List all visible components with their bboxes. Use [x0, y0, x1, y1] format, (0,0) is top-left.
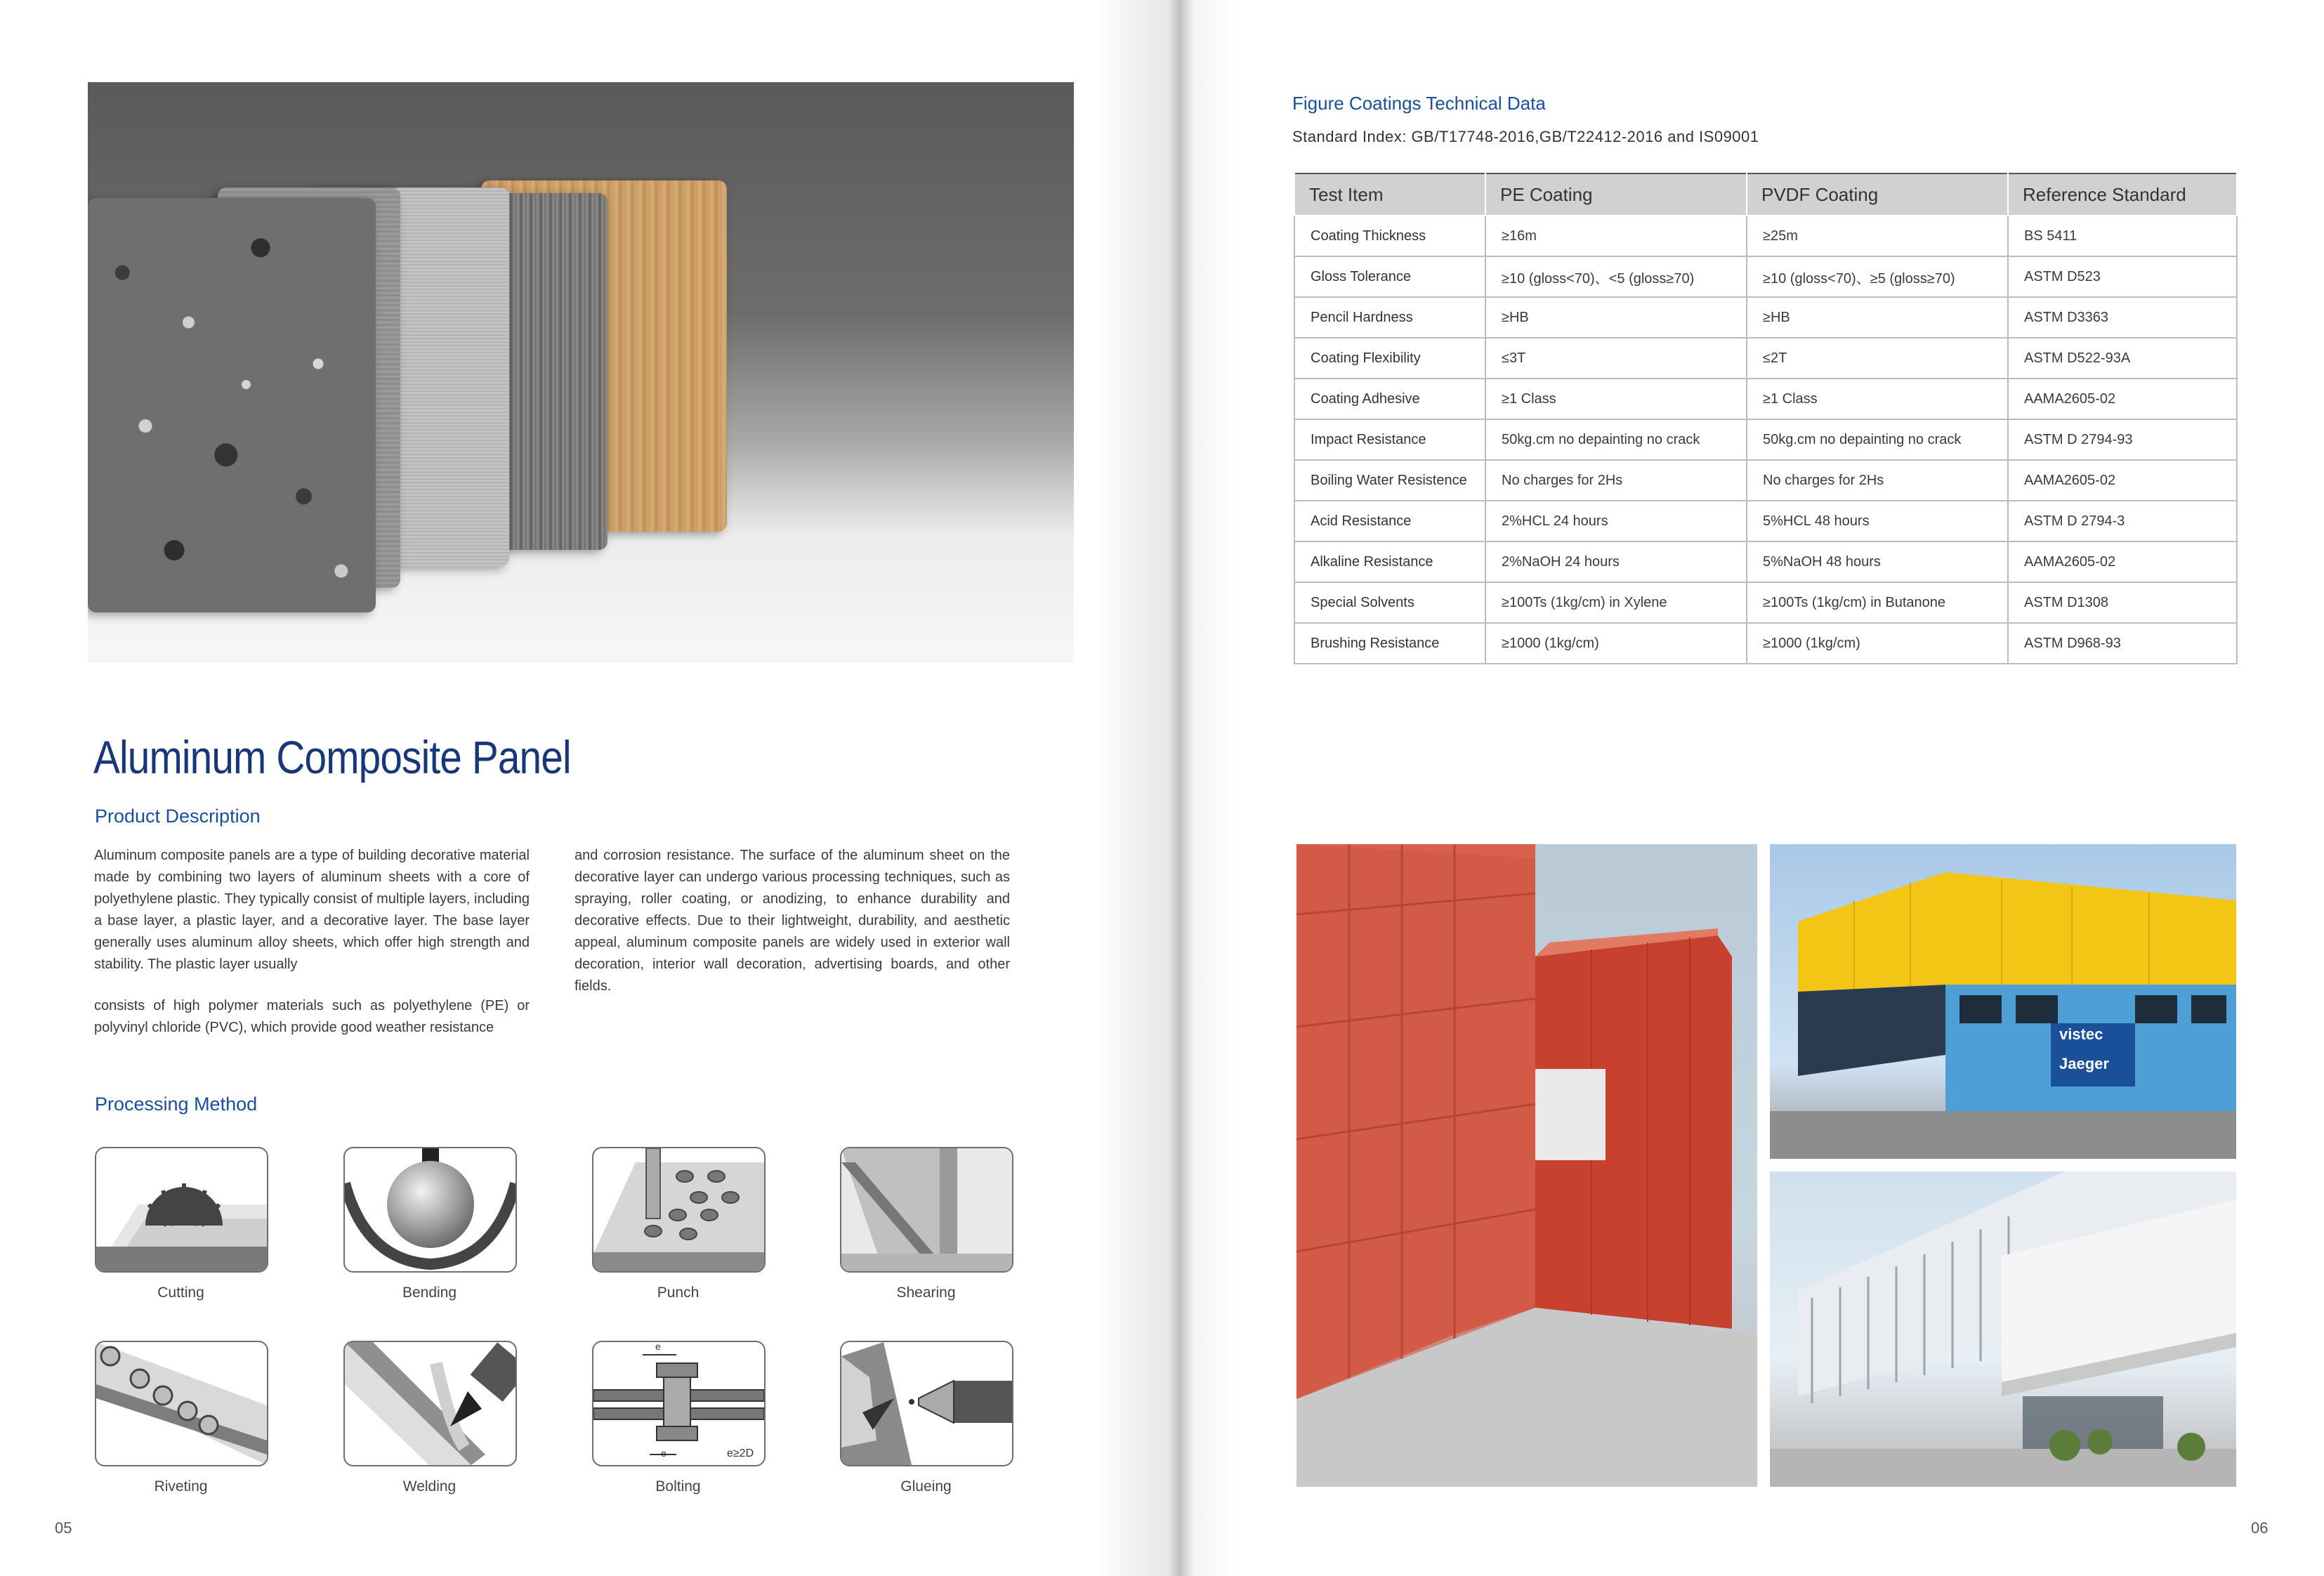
welding-label: Welding — [402, 1478, 457, 1495]
glueing-label: Glueing — [900, 1478, 952, 1495]
table-row — [1294, 419, 2237, 460]
cell-pe-coating: 2%NaOH 24 hours — [1485, 541, 1747, 582]
cell-test-item: Alkaline Resistance — [1294, 541, 1485, 582]
cell-pvdf-coating: 5%HCL 48 hours — [1747, 501, 2008, 541]
cell-pvdf-coating: No charges for 2Hs — [1747, 460, 2008, 501]
cell-pvdf-coating: 5%NaOH 48 hours — [1747, 541, 2008, 582]
glueing-icon — [840, 1341, 1013, 1466]
cell-pvdf-coating: 50kg.cm no depainting no crack — [1747, 419, 2008, 460]
cell-pe-coating: 50kg.cm no depainting no crack — [1485, 419, 1747, 460]
cell-pe-coating: ≥16m — [1485, 216, 1747, 256]
shearing-icon — [840, 1147, 1013, 1273]
cell-reference-standard: BS 5411 — [2008, 216, 2237, 256]
cell-pe-coating: ≥1000 (1kg/cm) — [1485, 623, 1747, 664]
process-welding — [343, 1341, 516, 1495]
punch-label: Punch — [657, 1285, 700, 1301]
page-number-left: 05 — [55, 1519, 72, 1537]
cell-test-item: Special Solvents — [1294, 582, 1485, 623]
process-riveting — [95, 1341, 267, 1495]
cell-test-item: Coating Thickness — [1294, 216, 1485, 256]
coatings-table — [1294, 173, 2238, 664]
table-row — [1294, 379, 2237, 419]
table-body — [1294, 216, 2237, 664]
description-col1-p1: Aluminum composite panels are a type of building decorative material made by combining two layers of aluminum sheets with a core of polyethylene plastic. They typically consist of multiple layers, including a base layer, a plastic layer, and a decorative layer. The base layer generally uses aluminum alloy sheets, which offer high strength and stability. The plastic layer usually — [94, 848, 530, 972]
page-number-right: 06 — [2251, 1519, 2269, 1537]
process-bending — [343, 1147, 516, 1301]
cell-pvdf-coating: ≥1000 (1kg/cm) — [1747, 623, 2008, 664]
header-pvdf-coating: PVDF Coating — [1747, 173, 2008, 216]
cell-reference-standard: AAMA2605-02 — [2008, 460, 2237, 501]
header-pe-coating: PE Coating — [1485, 173, 1747, 216]
cutting-label: Cutting — [157, 1285, 204, 1301]
cell-reference-standard: ASTM D968-93 — [2008, 623, 2237, 664]
figure-title: Figure Coatings Technical Data — [1292, 93, 1546, 114]
cell-reference-standard: ASTM D522-93A — [2008, 338, 2237, 379]
product-description-heading: Product Description — [95, 806, 261, 827]
process-cutting — [95, 1147, 267, 1301]
punch-icon — [592, 1147, 766, 1273]
cell-pe-coating: ≥HB — [1485, 297, 1747, 338]
table-row — [1294, 582, 2237, 623]
cell-test-item: Coating Flexibility — [1294, 338, 1485, 379]
bolting-label: Bolting — [655, 1478, 701, 1495]
cell-reference-standard: ASTM D3363 — [2008, 297, 2237, 338]
description-col1-p2: consists of high polymer materials such as polyethylene (PE) or polyvinyl chloride (PVC), which provide good weather resistance — [94, 998, 530, 1035]
header-test-item: Test Item — [1294, 173, 1485, 216]
cell-pvdf-coating: ≤2T — [1747, 338, 2008, 379]
standard-index: Standard Index: GB/T17748-2016,GB/T22412-2016 and IS09001 — [1292, 128, 1759, 145]
cell-reference-standard: AAMA2605-02 — [2008, 379, 2237, 419]
table-row — [1294, 297, 2237, 338]
hero-panels-photo — [88, 82, 1074, 663]
table-row — [1294, 216, 2237, 256]
cell-test-item: Coating Adhesive — [1294, 379, 1485, 419]
cell-pe-coating: ≤3T — [1485, 338, 1747, 379]
yellow-blue-building-photo — [1770, 844, 2236, 1159]
table-header-row — [1294, 173, 2237, 216]
white-building-photo — [1770, 1171, 2236, 1487]
riveting-icon — [95, 1341, 268, 1466]
cell-reference-standard: ASTM D1308 — [2008, 582, 2237, 623]
cell-pe-coating: ≥10 (gloss<70)、<5 (gloss≥70) — [1485, 256, 1747, 297]
signage-bottom: Jaeger — [2059, 1055, 2109, 1072]
cell-test-item: Brushing Resistance — [1294, 623, 1485, 664]
cutting-icon — [95, 1147, 268, 1273]
table-row — [1294, 460, 2237, 501]
cell-reference-standard: ASTM D 2794-3 — [2008, 501, 2237, 541]
cell-reference-standard: AAMA2605-02 — [2008, 541, 2237, 582]
process-bolting — [592, 1341, 764, 1495]
table-row — [1294, 338, 2237, 379]
table-row — [1294, 501, 2237, 541]
red-facade-photo — [1296, 844, 1757, 1487]
cell-test-item: Boiling Water Resistence — [1294, 460, 1485, 501]
signage-top: vistec — [2059, 1025, 2103, 1043]
welding-icon — [343, 1341, 517, 1466]
cell-test-item: Gloss Tolerance — [1294, 256, 1485, 297]
process-glueing — [840, 1341, 1012, 1495]
cell-pe-coating: 2%HCL 24 hours — [1485, 501, 1747, 541]
description-col2-p1: and corrosion resistance. The surface of the aluminum sheet on the decorative layer can undergo various processing techniques, such as spraying, roller coating, or anodizing, to enhance durability and decorative effects. Due to their lightweight, durability, and aesthetic appeal, aluminum composite panels are widely used in exterior wall decoration, interior wall decoration, advertising boards, and other fields. — [575, 848, 1010, 994]
cell-reference-standard: ASTM D523 — [2008, 256, 2237, 297]
cell-pvdf-coating: ≥100Ts (1kg/cm) in Butanone — [1747, 582, 2008, 623]
riveting-label: Riveting — [154, 1478, 208, 1495]
page-title: Aluminum Composite Panel — [93, 731, 571, 783]
process-shearing — [840, 1147, 1012, 1301]
processing-method-heading: Processing Method — [95, 1094, 258, 1115]
cell-pe-coating: ≥100Ts (1kg/cm) in Xylene — [1485, 582, 1747, 623]
gutter-shadow — [1096, 0, 1236, 1576]
cell-pvdf-coating: ≥10 (gloss<70)、≥5 (gloss≥70) — [1747, 256, 2008, 297]
cell-pe-coating: No charges for 2Hs — [1485, 460, 1747, 501]
bolting-icon — [592, 1341, 766, 1466]
cell-pe-coating: ≥1 Class — [1485, 379, 1747, 419]
shearing-label: Shearing — [896, 1285, 956, 1301]
table-row — [1294, 623, 2237, 664]
process-punch — [592, 1147, 764, 1301]
cell-test-item: Impact Resistance — [1294, 419, 1485, 460]
cell-pvdf-coating: ≥25m — [1747, 216, 2008, 256]
bolting-formula: e≥2D — [727, 1447, 754, 1459]
bolting-e-bottom: e — [661, 1447, 667, 1459]
terrazzo-panel — [88, 198, 376, 612]
bending-icon — [343, 1147, 517, 1273]
cell-test-item: Acid Resistance — [1294, 501, 1485, 541]
bending-label: Bending — [402, 1285, 457, 1301]
header-reference-standard: Reference Standard — [2008, 173, 2237, 216]
cell-pvdf-coating: ≥1 Class — [1747, 379, 2008, 419]
cell-reference-standard: ASTM D 2794-93 — [2008, 419, 2237, 460]
table-row — [1294, 256, 2237, 297]
table-row — [1294, 541, 2237, 582]
cell-test-item: Pencil Hardness — [1294, 297, 1485, 338]
bolting-e-top: e — [655, 1341, 661, 1352]
cell-pvdf-coating: ≥HB — [1747, 297, 2008, 338]
